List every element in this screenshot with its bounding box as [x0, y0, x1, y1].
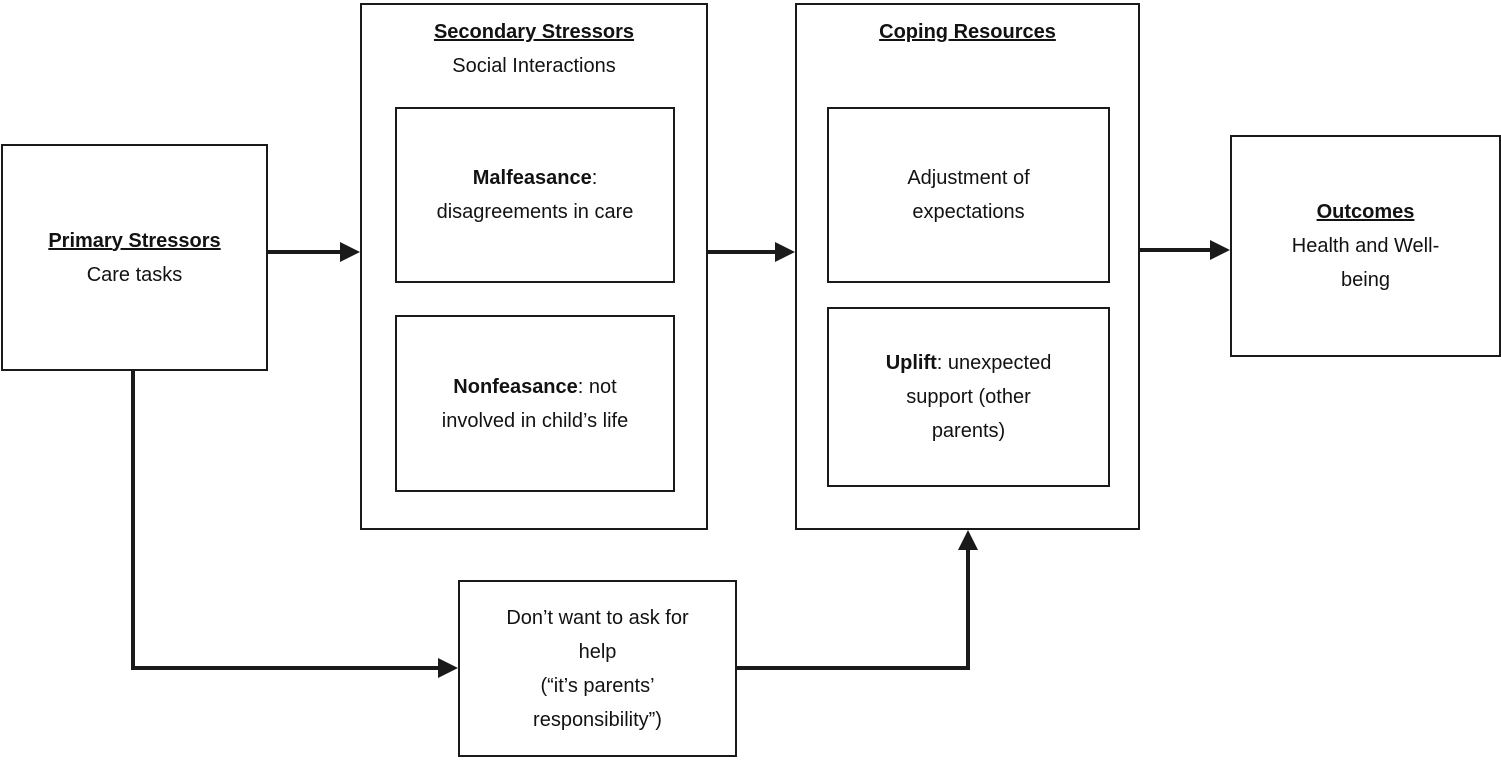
- nonfeasance-box: [395, 315, 675, 492]
- primary-stressors-box: [1, 144, 268, 371]
- outcomes-box: [1230, 135, 1501, 357]
- barrier-line2: (“it’s parents’ responsibility”): [533, 674, 662, 731]
- malfeasance-text: [435, 161, 635, 229]
- outcomes-title: Outcomes: [1316, 201, 1415, 223]
- malfeasance-description: : disagreements in care: [436, 167, 634, 223]
- outcomes-subtitle: Health and Well-being: [1291, 235, 1440, 291]
- uplift-description: : unexpected support (other parents): [906, 352, 1052, 442]
- primary-stressors-title: Primary Stressors: [48, 229, 221, 252]
- arrow-barrier-to-coping: [737, 550, 968, 668]
- secondary-stressors-title: Secondary Stressors: [433, 21, 635, 43]
- uplift-box: [827, 307, 1110, 487]
- uplift-term: Uplift: [885, 352, 937, 374]
- coping-resources-title: Coping Resources: [879, 21, 1056, 43]
- malfeasance-box: [395, 107, 675, 283]
- nonfeasance-term: Nonfeasance: [453, 375, 578, 398]
- secondary-stressors-subtitle: Social Interactions: [452, 55, 616, 77]
- adjustment-box: [827, 107, 1110, 283]
- uplift-text: [869, 346, 1068, 448]
- nonfeasance-description: : not involved in child’s life: [441, 375, 629, 432]
- nonfeasance-text: [435, 370, 635, 438]
- primary-stressors-subtitle: Care tasks: [86, 263, 183, 286]
- adjustment-text: Adjustment of expectations: [907, 167, 1030, 223]
- malfeasance-term: Malfeasance: [472, 167, 592, 189]
- barrier-box: [458, 580, 737, 757]
- barrier-line1: Don’t want to ask for help: [506, 606, 689, 663]
